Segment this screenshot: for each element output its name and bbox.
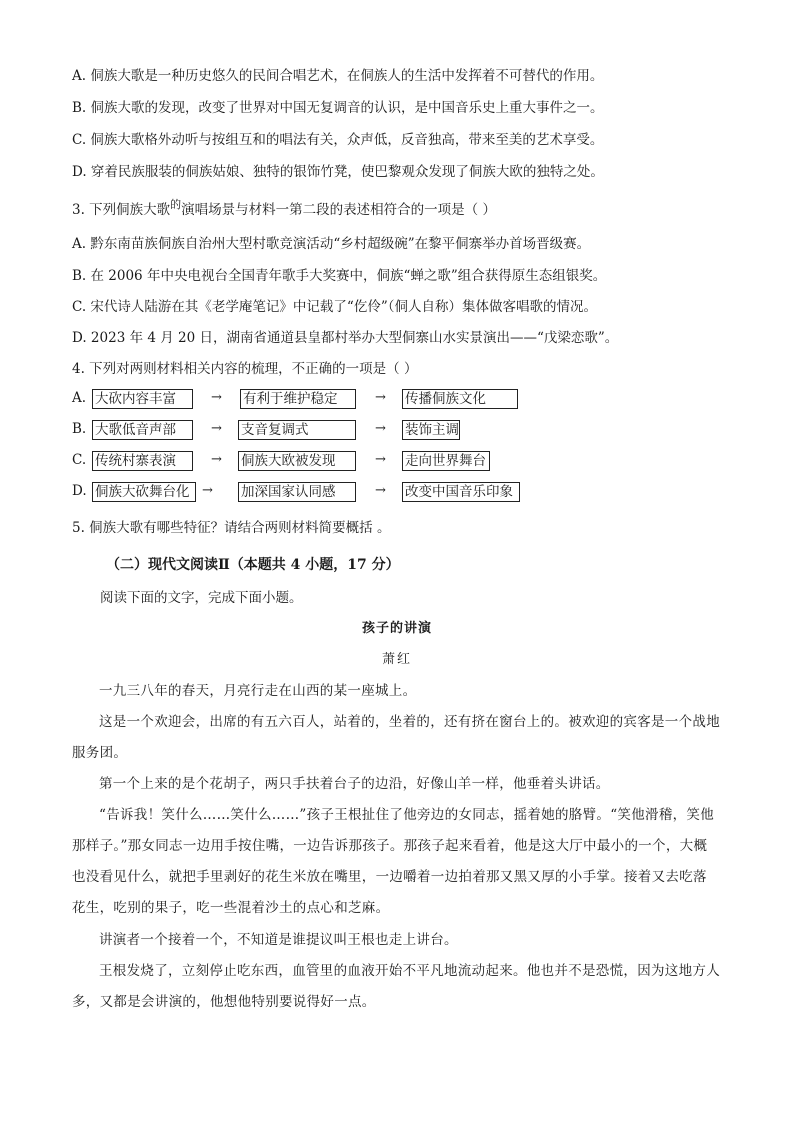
q2-option-a: A. 侗族大歌是一种历史悠久的民间合唱艺术，在侗族人的生活中发挥着不可替代的作用。 <box>72 68 604 84</box>
q2-option-b: B. 侗族大歌的发现，改变了世界对中国无复调音的认识，是中国音乐史上重大事件之一。 <box>72 100 604 116</box>
q4-box: 有利于维护稳定 <box>240 389 356 409</box>
q4-box: 走向世界舞台 <box>402 451 490 471</box>
arrow-right-icon: → <box>375 390 386 405</box>
q4-box: 大砍内容丰富 <box>92 389 193 409</box>
q4-box: 侗族大欧被发现 <box>238 451 356 471</box>
arrow-right-icon: → <box>375 483 386 498</box>
q4-row-label: A. <box>72 390 87 406</box>
q3-stem-part-2: 演唱场景与材料一第二段的表述相符合的一项是（ ） <box>181 202 496 218</box>
story-paragraph: 这是一个欢迎会，出席的有五六百人，站着的，坐着的，还有挤在窗台上的。被欢迎的宾客是一个战地服务团。 <box>72 714 720 761</box>
q4-box: 加深国家认同感 <box>238 482 356 502</box>
q4-box: 支音复调式 <box>238 420 356 440</box>
q3-stem <box>72 198 496 220</box>
q4-row-label: B. <box>72 421 87 437</box>
section-title: （二）现代文阅读Ⅱ（本题共 4 小题，17 分） <box>106 557 400 573</box>
q5-stem: 5. 侗族大歌有哪些特征？请结合两则材料简要概括 。 <box>72 520 391 536</box>
q4-box: 大歌低音声部 <box>92 420 193 440</box>
story-paragraph: 第一个上来的是个花胡子，两只手扶着台子的边沿，好像山羊一样，他垂着头讲话。 <box>99 776 610 792</box>
q2-option-d: D. 穿着民族服装的侗族姑娘、独特的银饰竹凳，使巴黎观众发现了侗族大欧的独特之处。 <box>72 164 604 180</box>
arrow-right-icon: → <box>211 421 222 436</box>
q3-option-a: A. 黔东南苗族侗族自治州大型村歌竞演活动“乡村超级碗”在黎平侗寨举办首场晋级赛。 <box>72 236 591 252</box>
story-paragraph: 讲演者一个接着一个，不知道是谁提议叫王根也走上讲台。 <box>99 932 458 948</box>
q4-box: 传统村寨表演 <box>92 451 193 471</box>
arrow-right-icon: → <box>211 452 222 467</box>
story-title: 孩子的讲演 <box>361 621 432 636</box>
q3-option-b: B. 在 2006 年中央电视台全国青年歌手大奖赛中，侗族“蝉之歌”组合获得原生态组银奖。 <box>72 268 607 284</box>
story-paragraph: 王根发烧了，立刻停止吃东西，血管里的血液开始不平凡地流动起来。他也并不是恐慌，因为这地方人多，又都是会讲演的，他想他特别要说得好一点。 <box>72 963 720 1010</box>
q3-option-d: D. 2023 年 4 月 20 日，湖南省通道县皇都村举办大型侗寨山水实景演出——“戊梁恋歌”。 <box>72 330 619 346</box>
q3-stem-superscript: 的 <box>170 198 182 211</box>
q3-option-c: C. 宋代诗人陆游在其《老学庵笔记》中记载了“仡伶”（侗人自称）集体做客唱歌的情况。 <box>72 299 597 315</box>
arrow-right-icon: → <box>211 390 222 405</box>
q4-stem: 4. 下列对两则材料相关内容的梳理，不正确的一项是（ ） <box>72 361 418 377</box>
arrow-right-icon: → <box>202 483 213 498</box>
arrow-right-icon: → <box>375 421 386 436</box>
arrow-right-icon: → <box>375 452 386 467</box>
q4-row-label: D. <box>72 483 87 499</box>
q4-box: 装饰主调 <box>402 420 460 440</box>
story-paragraph: “告诉我！笑什么……笑什么……”孩子王根扯住了他旁边的女同志，摇着她的胳臂。“笑他滑稽，笑他那样子。”那女同志一边用手按住嘴，一边告诉那孩子。那孩子起来看着，他是这大厅中最小的一个，大概也没看见什么，就把手里剥好的花生米放在嘴里，一边嚼着一边拍着那又黑又厚的小手掌。接着又去吃落花生，吃别的果子，吃一些混着沙土的点心和芝麻。 <box>72 807 715 916</box>
story-author: 萧红 <box>381 652 412 667</box>
section-instruction: 阅读下面的文字，完成下面小题。 <box>100 590 303 606</box>
q2-option-c: C. 侗族大歌格外动听与按组互和的唱法有关，众声低，反音独高，带来至美的艺术享受。 <box>72 132 604 148</box>
q3-stem-part-1: 3. 下列侗族大歌 <box>72 202 171 218</box>
q4-box: 侗族大砍舞台化 <box>92 482 196 502</box>
q4-row-label: C. <box>72 452 87 468</box>
story-paragraph: 一九三八年的春天，月亮行走在山西的某一座城上。 <box>99 683 417 699</box>
q4-box: 传播侗族文化 <box>402 389 518 409</box>
q4-box: 改变中国音乐印象 <box>402 482 520 502</box>
